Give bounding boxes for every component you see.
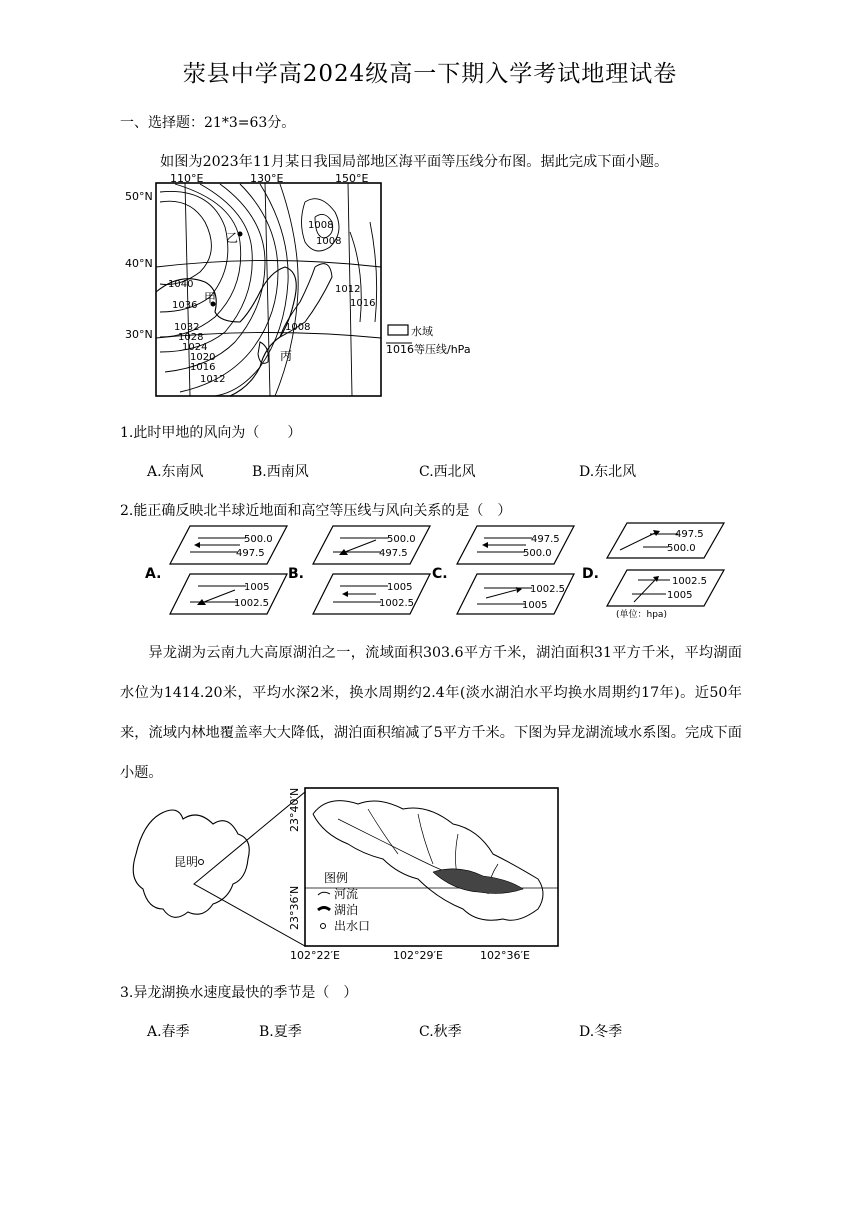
legend-water-swatch: [388, 325, 408, 335]
svg-text:497.5: 497.5: [236, 548, 265, 559]
q1-option-d[interactable]: D.东北风: [579, 464, 637, 480]
q2-diagrams: [140, 518, 740, 622]
isobar-label: 1012: [335, 284, 361, 295]
legend-isobar-value: 1016: [386, 343, 414, 356]
intro-text-2: 异龙湖为云南九大高原湖泊之一，流域面积303.6平方千米，湖泊面积31平方千米，平均湖面水位为1414.20米，平均水深2米，换水周期约2.4年(淡水湖泊水平均换水周期约17年)。近50年来，流域内林地覆盖率大大降低，湖泊面积缩减了5平方千米。下图为异龙湖流域水系图。完成下面小题。: [120, 645, 742, 781]
isobar-label: 1024: [182, 342, 208, 353]
q2-stem: 2.能正确反映北半球近地面和高空等压线与风向关系的是（ ）: [120, 503, 512, 519]
intro-text-1: 如图为2023年11月某日我国局部地区海平面等压线分布图。据此完成下面小题。: [160, 154, 669, 170]
section-heading: 一、选择题：21*3=63分。: [120, 115, 296, 131]
svg-text:500.0: 500.0: [244, 534, 273, 545]
lon-label: 102°36′E: [480, 949, 530, 962]
svg-text:1002.5: 1002.5: [234, 598, 269, 609]
legend-title: 图例: [324, 871, 349, 885]
q3-option-d[interactable]: D.冬季: [579, 1024, 623, 1040]
svg-text:1002.5: 1002.5: [672, 576, 707, 587]
option-a-diagram: [145, 526, 287, 614]
legend-isobar-label: 等压线/hPa: [414, 343, 471, 356]
lake: [433, 869, 523, 894]
taiwan-island: [258, 342, 268, 363]
lat-label: 23°40′N: [288, 787, 301, 832]
legend-outlet-label: 出水口: [334, 919, 371, 933]
isobar-label: 1008: [308, 220, 334, 231]
svg-text:500.0: 500.0: [667, 543, 696, 554]
option-letter: B.: [288, 566, 304, 582]
legend-lake-label: 湖泊: [334, 903, 359, 917]
isobar-label: 1032: [174, 322, 200, 333]
svg-text:1005: 1005: [387, 582, 413, 593]
q1-option-c[interactable]: C.西北风: [419, 464, 476, 480]
option-b-diagram: [288, 526, 430, 614]
svg-text:1002.5: 1002.5: [379, 598, 414, 609]
lat-label: 40°N: [125, 257, 153, 270]
place-label: 甲: [204, 291, 217, 305]
lat-label: 50°N: [125, 190, 153, 203]
svg-text:497.5: 497.5: [379, 548, 408, 559]
svg-text:1005: 1005: [244, 582, 270, 593]
q1-option-b[interactable]: B.西南风: [252, 464, 309, 480]
svg-text:500.0: 500.0: [523, 548, 552, 559]
lon-label: 150°E: [335, 172, 369, 185]
svg-text:(单位：hpa): (单位：hpa): [616, 610, 667, 620]
watershed-map: [118, 784, 568, 962]
longitude-line: [265, 183, 270, 396]
q3-option-b[interactable]: B.夏季: [259, 1024, 302, 1040]
svg-text:497.5: 497.5: [531, 534, 560, 545]
isobar-map: [120, 172, 490, 404]
q3-option-c[interactable]: C.秋季: [419, 1024, 462, 1040]
svg-text:1002.5: 1002.5: [530, 584, 565, 595]
legend-water-label: 水域: [411, 325, 433, 338]
city-dot: [199, 860, 204, 865]
svg-text:1005: 1005: [667, 590, 693, 601]
option-letter: C.: [432, 566, 448, 582]
option-letter: D.: [582, 566, 599, 582]
page-title: 荥县中学高2024级高一下期入学考试地理试卷: [182, 61, 678, 87]
option-letter: A.: [145, 566, 162, 582]
legend-river-label: 河流: [334, 887, 359, 901]
city-label: 昆明: [174, 855, 199, 869]
latitude-line: [156, 261, 381, 268]
lon-label: 130°E: [250, 172, 284, 185]
isobar-label: 1008: [285, 322, 311, 333]
isobar-label: 1008: [316, 236, 342, 247]
place-label: 乙: [226, 231, 239, 245]
place-dot: [238, 232, 243, 237]
lon-label: 110°E: [170, 172, 204, 185]
q3-option-a[interactable]: A.春季: [147, 1024, 190, 1040]
q3-stem: 3.异龙湖换水速度最快的季节是（ ）: [120, 985, 358, 1001]
isobar-label: 1040: [168, 279, 194, 290]
isobar-label: 1036: [172, 300, 198, 311]
option-c-diagram: [432, 526, 574, 614]
isobar-label: 1016: [190, 362, 216, 373]
option-d-diagram: [582, 523, 724, 620]
lon-label: 102°29′E: [393, 949, 443, 962]
lon-label: 102°22′E: [290, 949, 340, 962]
isobar-label: 1012: [200, 374, 226, 385]
legend-outlet-swatch: [321, 924, 326, 929]
svg-text:1005: 1005: [522, 600, 548, 611]
isobar-label: 1020: [190, 352, 216, 363]
legend-lake-swatch: [318, 908, 330, 911]
svg-text:497.5: 497.5: [675, 529, 704, 540]
svg-text:500.0: 500.0: [387, 534, 416, 545]
isobar-label: 1016: [350, 298, 376, 309]
lat-label: 30°N: [125, 328, 153, 341]
isobar-label: 1028: [178, 332, 204, 343]
q1-option-a[interactable]: A.东南风: [147, 464, 204, 480]
legend-river-swatch: [318, 892, 330, 895]
place-label: 丙: [280, 349, 293, 363]
lat-label: 23°36′N: [288, 885, 301, 930]
q1-stem: 1.此时甲地的风向为（ ）: [120, 425, 302, 441]
